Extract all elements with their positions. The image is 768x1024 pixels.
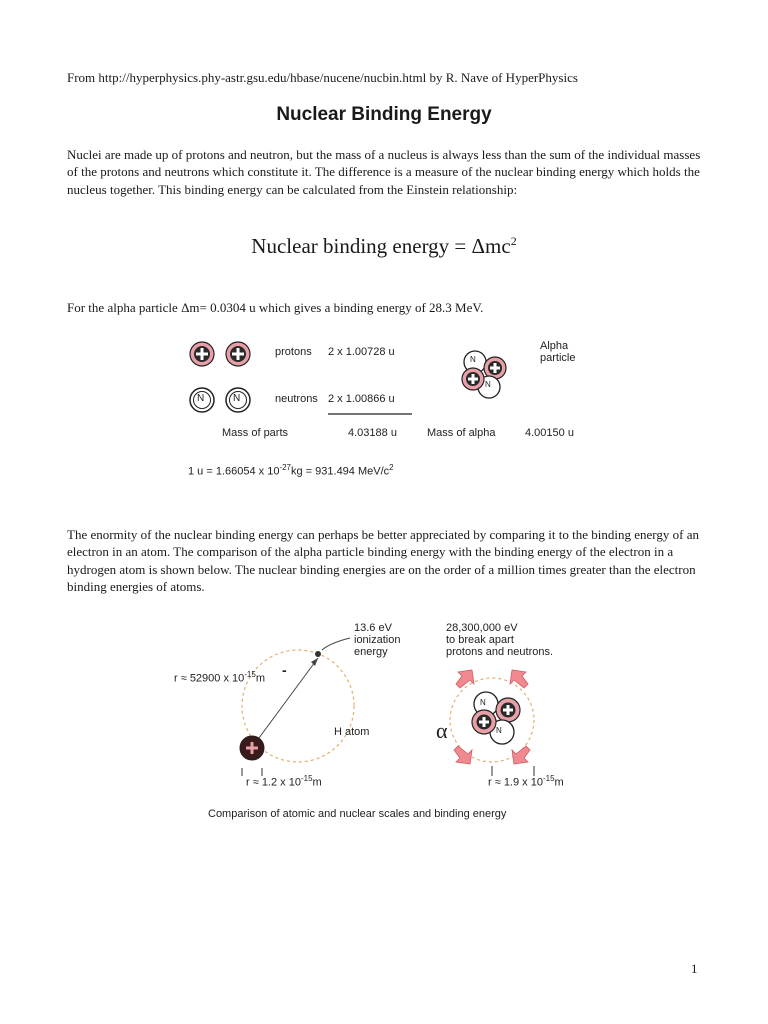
- alpha-radius-value: r ≈ 1.9 x 10: [488, 776, 543, 789]
- proton-radius-unit: m: [312, 776, 322, 789]
- neutrons-label: neutrons: [275, 393, 318, 405]
- alpha-label-line-2: particle: [540, 352, 576, 364]
- comparison-paragraph: The enormity of the nuclear binding energy can perhaps be better appreciated by comparing it to the binding energy of an electron in an atom. The comparison of the alpha particle binding energy with the binding energy of the electron in a hydrogen atom is shown below. The nuclear binding energies are on the order of a million times greater than the electron binding energies of atoms.: [67, 527, 699, 595]
- alpha-radius-exponent: -15: [542, 774, 555, 783]
- protons-value: 2 x 1.00728 u: [328, 346, 395, 358]
- neutrons-value: 2 x 1.00866 u: [328, 393, 395, 405]
- ionization-line-3: energy: [354, 646, 388, 658]
- mass-of-alpha-label: Mass of alpha: [427, 427, 496, 439]
- figure-caption: Comparison of atomic and nuclear scales and binding energy: [208, 808, 507, 820]
- conversion-exponent-2: 2: [389, 463, 394, 472]
- ionization-energy-label: [354, 622, 400, 658]
- protons-label: protons: [275, 346, 312, 358]
- break-apart-label: [446, 622, 553, 658]
- h-atom-label: H atom: [334, 726, 370, 738]
- proton-radius-value: r ≈ 1.2 x 10: [246, 776, 301, 789]
- mass-of-parts-label: Mass of parts: [222, 427, 289, 439]
- break-line-3: protons and neutrons.: [446, 646, 554, 658]
- proton-icon: [226, 342, 250, 366]
- alpha-radius-label: [488, 774, 564, 789]
- nucleus-neutron-symbol: N: [480, 698, 486, 707]
- source-line: From http://hyperphysics.phy-astr.gsu.edu/hbase/nucene/nucbin.html by R. Nave of HyperPhysics: [67, 70, 578, 85]
- proton-radius-exponent: -15: [300, 774, 313, 783]
- atom-radius-label: [174, 670, 265, 685]
- formula-text: Nuclear binding energy = Δmc: [251, 234, 511, 258]
- page-number: 1: [691, 961, 698, 976]
- binding-energy-formula: [0, 234, 768, 259]
- intro-paragraph: Nuclei are made up of protons and neutron, but the mass of a nucleus is always less than the sum of the individual masses of the protons and neutrons which constitute it. The difference is a measure of the nuclear binding energy which holds the nucleus together. This binding energy can be calculated from the Einstein relationship:: [67, 147, 701, 197]
- alpha-label-line-1: Alpha: [540, 340, 569, 352]
- nucleus-neutron-symbol: N: [496, 726, 502, 735]
- conversion-exponent: -27: [279, 463, 291, 472]
- break-line-1: 28,300,000 eV: [446, 622, 518, 634]
- ionization-line-1: 13.6 eV: [354, 622, 392, 634]
- alpha-neutron-symbol: N: [470, 355, 476, 364]
- proton-icon: [240, 736, 264, 760]
- alpha-particle-label: [540, 340, 575, 364]
- scale-comparison-figure: [170, 618, 610, 828]
- neutron-symbol: N: [197, 393, 205, 404]
- alpha-particle-icon: [462, 351, 506, 398]
- atom-radius-value: r ≈ 52900 x 10: [174, 672, 245, 685]
- conversion-part-b: kg = 931.494 MeV/c: [291, 465, 390, 478]
- unit-conversion: [188, 463, 394, 478]
- alpha-neutron-symbol: N: [485, 380, 491, 389]
- mass-of-parts-value: 4.03188 u: [348, 427, 397, 439]
- alpha-mass-figure: [180, 335, 600, 495]
- mass-of-alpha-value: 4.00150 u: [525, 427, 574, 439]
- atom-radius-unit: m: [255, 672, 265, 685]
- page-title: Nuclear Binding Energy: [276, 104, 492, 125]
- alpha-radius-unit: m: [554, 776, 564, 789]
- atom-radius-exponent: -15: [244, 670, 256, 679]
- proton-radius-label: [246, 774, 322, 789]
- electron-icon: [315, 651, 321, 657]
- break-line-2: to break apart: [446, 634, 514, 646]
- alpha-particle-line: For the alpha particle Δm= 0.0304 u which gives a binding energy of 28.3 MeV.: [67, 300, 484, 315]
- formula-exponent: 2: [510, 234, 517, 248]
- alpha-symbol: α: [436, 718, 448, 743]
- ionization-line-2: ionization: [354, 634, 401, 646]
- conversion-part-a: 1 u = 1.66054 x 10: [188, 465, 280, 478]
- electron-symbol: -: [282, 662, 287, 678]
- neutron-symbol: N: [233, 393, 241, 404]
- proton-icon: [190, 342, 214, 366]
